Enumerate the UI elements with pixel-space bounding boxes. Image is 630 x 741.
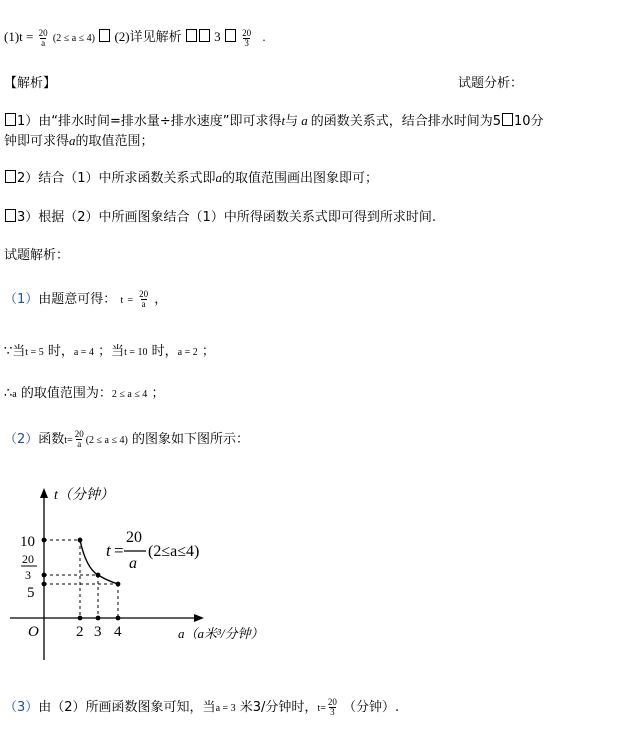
function-graph bbox=[0, 480, 300, 665]
y-tick-5: 5 bbox=[27, 585, 35, 601]
placeholder-box-icon bbox=[186, 29, 197, 42]
fraction-denominator: a bbox=[77, 439, 82, 449]
condition-2: a = 4 bbox=[73, 347, 94, 358]
x-tick-4: 4 bbox=[114, 624, 122, 640]
placeholder-box-icon bbox=[502, 113, 513, 126]
placeholder-box-icon bbox=[225, 29, 236, 42]
solution-step-1b bbox=[4, 340, 215, 359]
placeholder-box-icon bbox=[5, 170, 16, 183]
analysis-title: 试题分析： bbox=[458, 76, 524, 91]
equals-sign: = bbox=[127, 295, 133, 306]
answer-part3-fraction bbox=[241, 29, 252, 48]
fraction-numerator: 20 bbox=[327, 697, 337, 707]
analysis-1-end2: 10分 bbox=[513, 114, 544, 129]
analysis-1-text: 由“排水时间=排水量÷排水速度”即可求得 bbox=[38, 114, 282, 129]
answer-line bbox=[4, 26, 266, 48]
analysis-2-end: 的取值范围画出图象即可； bbox=[222, 171, 379, 186]
step-label: （1） bbox=[4, 292, 39, 307]
fraction-denominator: 3 bbox=[330, 707, 335, 717]
step-text: 由（2）所画函数图象可知，当 bbox=[38, 700, 216, 715]
fraction-numerator: 20 bbox=[38, 27, 48, 38]
solution-step-1c bbox=[4, 382, 164, 401]
placeholder-box-icon bbox=[5, 209, 16, 222]
placeholder-box-icon bbox=[199, 29, 210, 42]
func-label-den: a bbox=[129, 555, 137, 572]
analysis-line-2 bbox=[4, 167, 378, 186]
func-label-num: 20 bbox=[126, 529, 142, 546]
answer-fraction bbox=[38, 29, 49, 48]
y-axis-label: t（分钟） bbox=[54, 488, 114, 503]
step-label: （3） bbox=[4, 700, 39, 715]
answer-part1-label: (1)t bbox=[4, 29, 23, 44]
range-text: 的取值范围为： bbox=[20, 386, 112, 401]
var-a: a bbox=[69, 133, 76, 148]
fraction-numerator: 20 bbox=[74, 429, 84, 439]
fraction bbox=[74, 430, 85, 449]
when-text: 时， bbox=[47, 344, 74, 359]
analysis-line-1b bbox=[4, 130, 154, 149]
step-end-text: 的图象如下图所示： bbox=[131, 432, 249, 447]
analysis-1b-end: 的取值范围； bbox=[75, 134, 154, 149]
semicolon: ； bbox=[201, 344, 215, 359]
analysis-line-1 bbox=[4, 110, 544, 129]
answer-part3-label: 3 bbox=[214, 29, 221, 44]
step-text: 由题意可得： bbox=[38, 292, 117, 307]
y-tick-20-num: 20 bbox=[22, 552, 34, 566]
analysis-1-end: 的函数关系式，结合排水时间为5 bbox=[310, 114, 501, 129]
x-axis-arrow-icon bbox=[194, 614, 204, 622]
section-title: 【解析】 bbox=[4, 76, 57, 91]
y-tick-10: 10 bbox=[20, 534, 35, 550]
var-a: a bbox=[12, 389, 17, 400]
analysis-1-mid: 与 bbox=[285, 114, 299, 129]
range-value: 2 ≤ a ≤ 4 bbox=[111, 389, 148, 400]
solution-step-3 bbox=[4, 696, 399, 717]
because-text: ∵当 bbox=[4, 344, 26, 359]
equals-sign: = bbox=[67, 435, 73, 446]
when-text: 时， bbox=[151, 344, 178, 359]
condition-4: a = 2 bbox=[177, 347, 198, 358]
condition-3: t = 10 bbox=[124, 347, 148, 358]
x-tick-2: 2 bbox=[76, 624, 84, 640]
var-t: t bbox=[317, 703, 321, 714]
function-curve bbox=[80, 540, 118, 584]
step-end-text: （分钟）. bbox=[343, 700, 400, 715]
analysis-line-3 bbox=[4, 206, 436, 225]
y-tick-20-den: 3 bbox=[25, 568, 31, 582]
fraction-denominator: a bbox=[141, 299, 146, 309]
therefore-symbol: ∴ bbox=[4, 386, 13, 401]
analysis-1b-text: 钟即可求得 bbox=[4, 134, 70, 149]
equals-sign: = bbox=[26, 29, 34, 44]
analysis-3-text: 3）根据（2）中所画图象结合（1）中所得函数关系式即可得到所求时间. bbox=[17, 210, 436, 225]
equals-sign: = bbox=[320, 703, 326, 714]
period: . bbox=[262, 29, 266, 44]
unit-text: 米3/分钟时， bbox=[239, 700, 318, 715]
answer-part2: (2)详见解析 bbox=[114, 29, 182, 44]
func-label-t: t bbox=[106, 541, 111, 560]
step-label: （2） bbox=[4, 432, 39, 447]
step-text: 函数 bbox=[38, 432, 65, 447]
fraction-denominator: a bbox=[41, 37, 46, 48]
fraction-numerator: 20 bbox=[139, 289, 149, 299]
fraction bbox=[138, 290, 149, 309]
solution-title: 试题解析： bbox=[4, 248, 70, 263]
condition: a = 3 bbox=[215, 703, 236, 714]
range-value: (2 ≤ a ≤ 4) bbox=[85, 435, 128, 446]
placeholder-box-icon bbox=[5, 113, 16, 126]
fraction-numerator: 20 bbox=[242, 27, 252, 38]
analysis-1-prefix: 1） bbox=[17, 114, 39, 129]
solution-step-1 bbox=[4, 288, 167, 309]
origin-label: O bbox=[28, 624, 39, 640]
var-t: t bbox=[281, 113, 286, 128]
x-tick-3: 3 bbox=[94, 624, 102, 640]
func-label-eq: = bbox=[114, 541, 124, 560]
x-axis-label: a（a米³/分钟） bbox=[178, 626, 264, 641]
placeholder-box-icon bbox=[99, 29, 110, 42]
analysis-2-text: 2）结合（1）中所求函数关系式即 bbox=[17, 171, 216, 186]
var-a: a bbox=[301, 113, 308, 128]
comma: ， bbox=[154, 292, 168, 307]
answer-range: (2 ≤ a ≤ 4) bbox=[52, 33, 95, 44]
func-label-range: (2≤a≤4) bbox=[148, 543, 200, 560]
y-axis-arrow-icon bbox=[40, 488, 48, 498]
fraction-denominator: 3 bbox=[244, 37, 249, 48]
var-t: t bbox=[120, 295, 124, 306]
solution-step-2 bbox=[4, 428, 249, 449]
fraction bbox=[327, 698, 338, 717]
semicolon: ； bbox=[151, 386, 165, 401]
condition-1: t = 5 bbox=[25, 347, 44, 358]
var-a: a bbox=[215, 170, 223, 185]
semicolon-when: ；当 bbox=[98, 344, 125, 359]
var-t: t bbox=[64, 435, 68, 446]
